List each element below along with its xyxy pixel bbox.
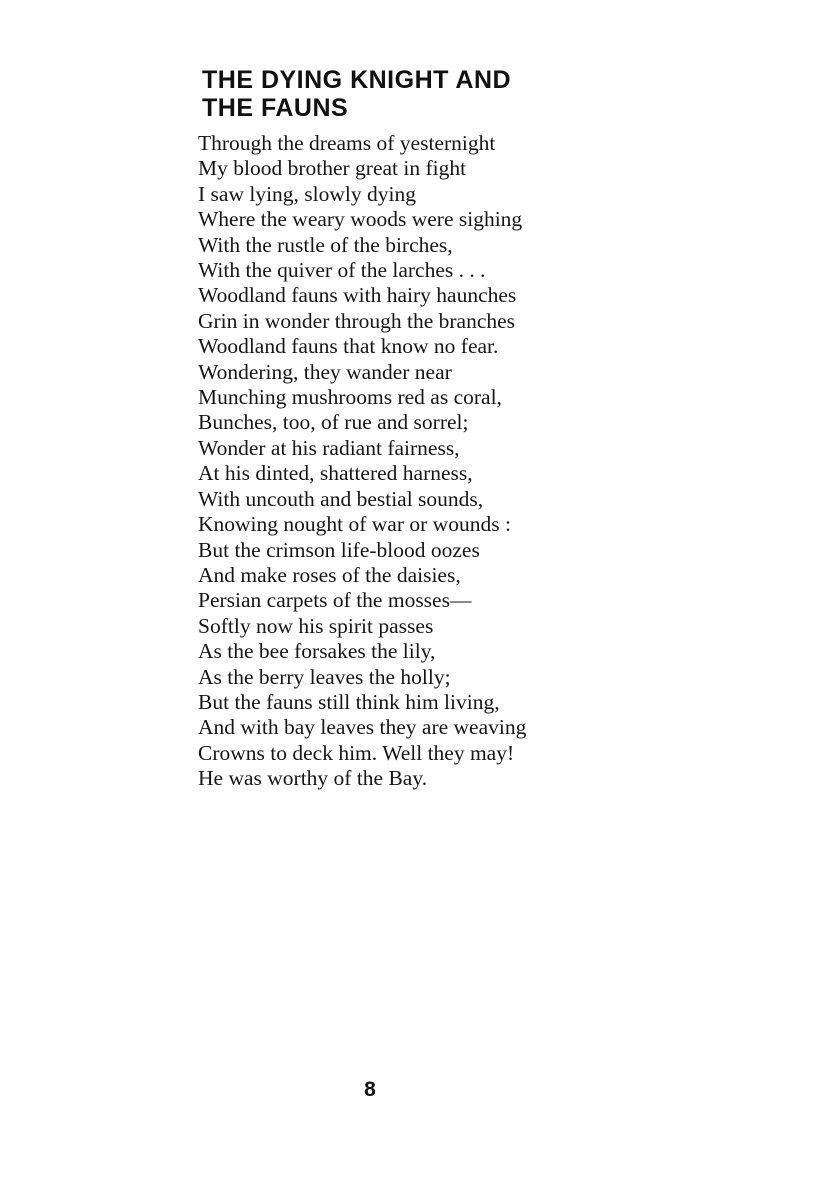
page-number: 8 xyxy=(364,1078,376,1101)
poem-line: Bunches, too, of rue and sorrel; xyxy=(198,410,469,435)
poem-line: My blood brother great in fight xyxy=(198,156,467,181)
poem-line: He was worthy of the Bay. xyxy=(198,766,428,791)
poem-line: And with bay leaves they are weaving xyxy=(198,715,527,740)
poem-line: Softly now his spirit passes xyxy=(198,613,434,638)
poem-line: I saw lying, slowly dying xyxy=(198,181,416,206)
poem-line: Wondering, they wander near xyxy=(198,359,452,384)
poem-line: But the crimson life-blood oozes xyxy=(198,537,480,562)
poem-line: Where the weary woods were sighing xyxy=(198,207,523,232)
poem-line: Wonder at his radiant fairness, xyxy=(198,435,460,460)
poem-title-line-1: THE DYING KNIGHT AND xyxy=(202,66,512,94)
poem-line: At his dinted, shattered harness, xyxy=(198,461,473,486)
poem-line: With the rustle of the birches, xyxy=(198,232,453,257)
poem-line: Persian carpets of the mosses— xyxy=(198,588,472,613)
poem-body xyxy=(198,131,526,792)
poem-line: Grin in wonder through the branches xyxy=(198,308,516,333)
poem-line: Woodland fauns with hairy haunches xyxy=(198,283,517,308)
poem-line: Crowns to deck him. Well they may! xyxy=(198,740,515,765)
poem-line: Munching mushrooms red as coral, xyxy=(198,385,502,410)
poem-line: As the bee forsakes the lily, xyxy=(198,639,436,664)
poem-line: Knowing nought of war or wounds : xyxy=(198,512,511,537)
poem-line: As the berry leaves the holly; xyxy=(198,664,451,689)
poem-line: Through the dreams of yesternight xyxy=(198,131,496,155)
poem-line: But the fauns still think him living, xyxy=(198,689,500,714)
poem-line: With uncouth and bestial sounds, xyxy=(198,486,484,511)
poem-title-line-2: THE FAUNS xyxy=(202,94,349,122)
poem-line: And make roses of the daisies, xyxy=(198,562,461,587)
poem-line: With the quiver of the larches . . . xyxy=(198,258,486,283)
poem-title xyxy=(202,66,511,122)
poem-line: Woodland fauns that know no fear. xyxy=(198,334,499,359)
